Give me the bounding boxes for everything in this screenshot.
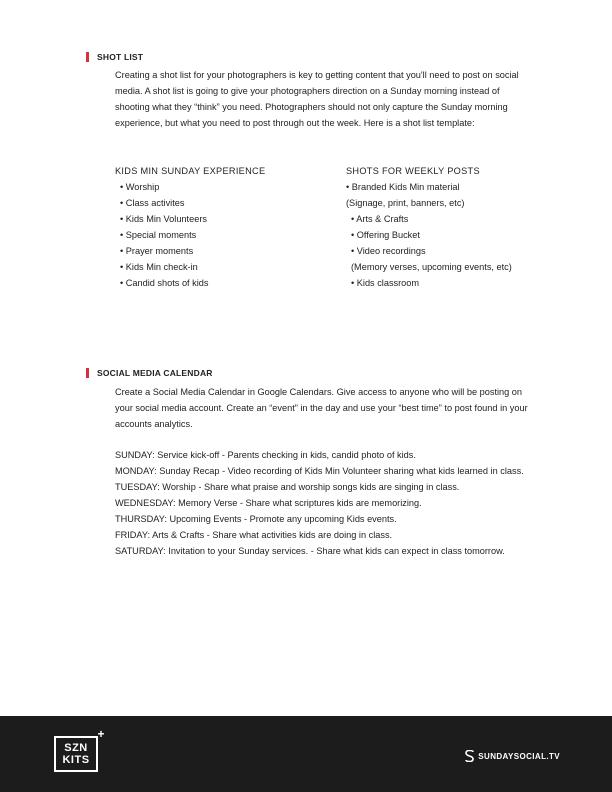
schedule-sunday: SUNDAY: Service kick-off - Parents checking in kids, candid photo of kids. [115,450,416,460]
logo-line-2: KITS [62,754,90,766]
calendar-intro: Create a Social Media Calendar in Google Calendars. Give access to anyone who will be posting on your social media account. Create an “event” in the day and use your “best time” to post found in your accounts analytics. [115,387,528,429]
schedule-saturday: SATURDAY: Invitation to your Sunday services. - Share what kids can expect in class tomorrow. [115,546,505,556]
list-item: • Worship [120,182,160,192]
list-item: (Signage, print, banners, etc) [346,198,465,208]
brand-text: SUNDAYSOCIAL.TV [478,751,560,761]
sunday-social-brand [465,750,560,762]
list-item: • Offering Bucket [351,230,420,240]
weekly-posts-column [346,163,512,291]
weekly-posts-list [346,179,512,291]
section-marker-icon [86,52,89,62]
s-logo-icon [465,750,474,762]
calendar-heading-text: SOCIAL MEDIA CALENDAR [97,368,213,378]
logo-line-1: SZN [64,742,88,754]
shot-list-heading [86,52,143,62]
list-item: • Prayer moments [120,246,194,256]
list-item: • Class activites [120,198,185,208]
weekly-schedule [115,447,535,559]
logo-plus-icon: + [97,727,105,741]
list-item: • Arts & Crafts [351,214,409,224]
list-item: • Kids Min Volunteers [120,214,207,224]
szn-kits-logo [54,727,105,772]
kids-min-experience-list [115,179,265,291]
schedule-monday: MONDAY: Sunday Recap - Video recording of Kids Min Volunteer sharing what kids learned in class. [115,466,524,476]
list-item: • Kids classroom [351,278,420,288]
schedule-friday: FRIDAY: Arts & Crafts - Share what activities kids are doing in class. [115,530,393,540]
list-item: • Candid shots of kids [120,278,209,288]
section-marker-icon [86,368,89,378]
shot-list-heading-text: SHOT LIST [97,52,144,62]
list-item: • Video recordings [351,246,426,256]
list-item: • Special moments [120,230,197,240]
footer-bar [0,716,612,792]
list-item: (Memory verses, upcoming events, etc) [351,262,512,272]
kids-min-experience-title: KIDS MIN SUNDAY EXPERIENCE [115,166,266,176]
kids-min-experience-column [115,163,265,291]
calendar-heading [86,368,213,378]
shot-list-intro: Creating a shot list for your photographers is key to getting content that you'll need to post on social media. A shot list is going to give your photographers direction on a Sunday morning instead of shooting what they “think” you need. Photographers should not only capture the Sunday morning experience, but what you need to post through out the week. Here is a shot list template: [115,70,519,128]
schedule-wednesday: WEDNESDAY: Memory Verse - Share what scriptures kids are memorizing. [115,498,422,508]
schedule-thursday: THURSDAY: Upcoming Events - Promote any upcoming Kids events. [115,514,397,524]
schedule-tuesday: TUESDAY: Worship - Share what praise and worship songs kids are singing in class. [115,482,460,492]
list-item: • Kids Min check-in [120,262,198,272]
list-item: • Branded Kids Min material [346,182,460,192]
weekly-posts-title: SHOTS FOR WEEKLY POSTS [346,166,480,176]
